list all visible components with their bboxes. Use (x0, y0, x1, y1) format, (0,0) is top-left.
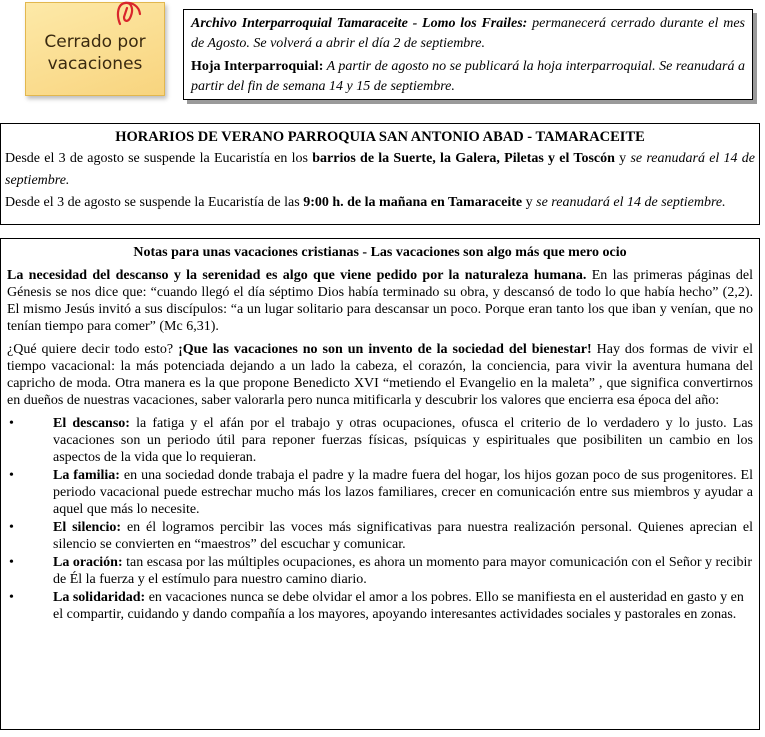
schedule-p1-text: Desde el 3 de agosto se suspende la Eucaristía en los (5, 151, 313, 166)
list-item (7, 415, 753, 466)
list-item-text: tan escasa por las múltiples ocupaciones, es ahora un momento para mayor comunicación con el Señor y recibir de Él la fuerza y el estímulo para nuestro camino diario. (53, 555, 753, 587)
hoja-notice (191, 57, 745, 97)
schedule-p2-time: 9:00 h. de la mañana en Tamaraceite (303, 195, 523, 210)
schedule-title: HORARIOS DE VERANO PARROQUIA SAN ANTONIO ABAD - TAMARACEITE (115, 129, 645, 145)
list-item-label: El descanso: (53, 416, 130, 431)
vacation-notes-box (0, 238, 760, 730)
paperclip-icon (112, 0, 146, 26)
list-item (7, 467, 753, 518)
notes-paragraph-1 (7, 267, 753, 335)
sticky-note-text (44, 31, 145, 75)
schedule-paragraph-1 (5, 148, 755, 192)
values-list (7, 415, 753, 623)
bullet-icon: • (9, 468, 14, 483)
closure-notice-box (183, 9, 753, 100)
list-item-label: El silencio: (53, 520, 122, 535)
notes-p1-bold: La necesidad del descanso y la serenidad es algo que viene pedido por la naturaleza humana. (7, 268, 587, 283)
list-item-text: en él logramos percibir las voces más significativas para nuestra realización personal. Quienes aprecian el silencio se convierten en “maestros” del escuchar y comunicar. (53, 520, 753, 552)
bullet-icon: • (9, 520, 14, 535)
notes-p2-bold: ¡Que las vacaciones no son un invento de la sociedad del bienestar! (178, 342, 592, 357)
list-item-text: la fatiga y el afán por el trabajo y otras ocupaciones, ofusca el criterio de lo verdadero y lo justo. Las vacaciones son un periodo útil para reponer fuerzas físicas, psíquicas y espirituales que posibiliten un cambio en los aspectos de la vida que lo requieran. (53, 416, 753, 465)
notes-p2-question: ¿Qué quiere decir todo esto? (7, 342, 179, 357)
archivo-title: Archivo Interparroquial Tamaraceite - Lomo los Frailes: (191, 16, 528, 31)
notes-p1-text: En las primeras páginas del Génesis se nos dice que: “cuando llegó el día séptimo Dios había terminado su obra, y descansó de todo lo que había hecho” (2,2). El mismo Jesús invitó a sus discípulos: “a un lugar solitario para descansar un poco. Porque eran tanto los que iban y venían, que no tenían tiempo para comer” (Mc 6,31). (7, 268, 754, 334)
archivo-text: permanecerá cerrado durante el mes de Agosto. Se volverá a abrir el día 2 de septiembre. (191, 16, 745, 51)
list-item (7, 589, 753, 623)
bullet-icon: • (9, 416, 14, 431)
sticky-note-line1: Cerrado por (44, 32, 146, 52)
notes-title: Notas para unas vacaciones cristianas - Las vacaciones son algo más que mero ocio (133, 245, 627, 260)
list-item (7, 519, 753, 553)
list-item-text: en una sociedad donde trabaja el padre y la madre fuera del hogar, los hijos gozan poco de sus progenitores. El periodo vacacional puede estrechar mucho más los lazos familiares, crecer en comunicación entre sus miembros y ayudar a aquel que más lo necesite. (53, 468, 753, 517)
list-item-label: La oración: (53, 555, 123, 570)
list-item-label: La solidaridad: (53, 590, 146, 605)
notes-p2-text: Hay dos formas de vivir el tiempo vacacional: la más potenciada dejando a un lado la cabeza, el corazón, la conciencia, para vivir la aventura humana del capricho de moda. Otra manera es la que propone Benedicto XVI “metiendo el Evangelio en la maleta” , que significa convertirnos en dueños de nuestras vacaciones, saber valorarla pero nunca mitificarla y descubrir los valores que encierra esa época del año: (7, 342, 753, 408)
notes-paragraph-2 (7, 341, 753, 409)
bullet-icon: • (9, 590, 14, 605)
summer-schedule-box (0, 123, 760, 225)
schedule-paragraph-2 (5, 192, 755, 214)
schedule-p1-resume: se reanudará el 14 de septiembre. (5, 151, 756, 188)
archivo-notice (191, 14, 745, 54)
hoja-text: A partir de agosto no se publicará la hoja interparroquial. Se reanudará a partir del fin de semana 14 y 15 de septiembre. (191, 59, 745, 94)
list-item-text: en vacaciones nunca se debe olvidar el amor a los pobres. Ello se manifiesta en el austeridad en gasto y en el compartir, cuidando y dando compañía a los mayores, apoyando interesantes actividades sociales y pastorales en zonas. (53, 590, 744, 622)
schedule-p1-conj: y (614, 151, 631, 166)
schedule-p2-conj: y (522, 195, 537, 210)
list-item (7, 554, 753, 588)
sticky-note-line2: vacaciones (47, 54, 143, 74)
schedule-p1-places: barrios de la Suerte, la Galera, Piletas y el Toscón (312, 151, 615, 166)
hoja-title: Hoja Interparroquial: (191, 59, 324, 74)
bullet-icon: • (9, 555, 14, 570)
list-item-label: La familia: (53, 468, 120, 483)
schedule-p2-resume: se reanudará el 14 de septiembre. (536, 195, 726, 210)
schedule-p2-text: Desde el 3 de agosto se suspende la Eucaristía de las (5, 195, 304, 210)
